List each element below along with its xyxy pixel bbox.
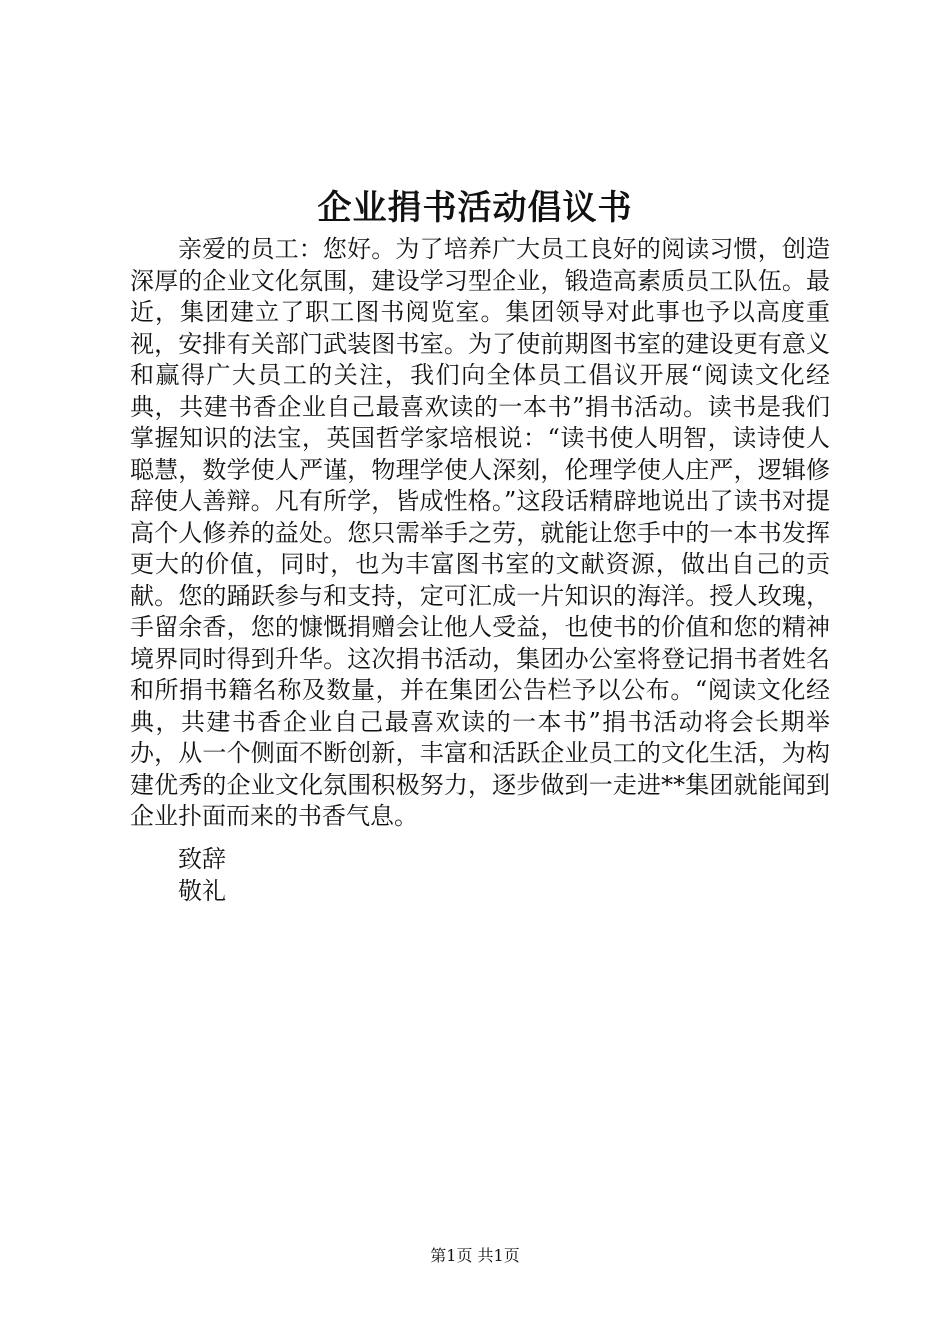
page-footer: 第1页 共1页 — [430, 1246, 520, 1265]
closing-line-2: 敬礼 — [178, 877, 226, 905]
document-title: 企业捐书活动倡议书 — [317, 188, 633, 228]
document-body: 亲爱的员工：您好。为了培养广大员工良好的阅读习惯，创造深厚的企业文化氛围，建设学习型企业，锻造高素质员工队伍。最近，集团建立了职工图书阅览室。集团领导对此事也予以高度重视，安排有关部门武装图书室。为了使前期图书室的建设更有意义和赢得广大员工的关注，我们向全体员工倡议开展“阅读文化经典，共建书香企业自己最喜欢读的一本书”捐书活动。读书是我们掌握知识的法宝，英国哲学家培根说：“读书使人明智，读诗使人聪慧，数学使人严谨，物理学使人深刻，伦理学使人庄严，逻辑修辞使人善辩。凡有所学，皆成性格。”这段话精辟地说出了读书对提高个人修养的益处。您只需举手之劳，就能让您手中的一本书发挥更大的价值，同时，也为丰富图书室的文献资源，做出自己的贡献。您的踊跃参与和支持，定可汇成一片知识的海洋。授人玫瑰，手留余香，您的慷慨捐赠会让他人受益，也使书的价值和您的精神境界同时得到升华。这次捐书活动，集团办公室将登记捐书者姓名和所捐书籍名称及数量，并在集团公告栏予以公布。“阅读文化经典，共建书香企业自己最喜欢读的一本书”捐书活动将会长期举办，从一个侧面不断创新，丰富和活跃企业员工的文化生活，为构建优秀的企业文化氛围积极努力，逐步做到一走进**集团就能闻到企业扑面而来的书香气息。 — [130, 235, 830, 830]
closing-line-1: 致辞 — [178, 845, 226, 873]
